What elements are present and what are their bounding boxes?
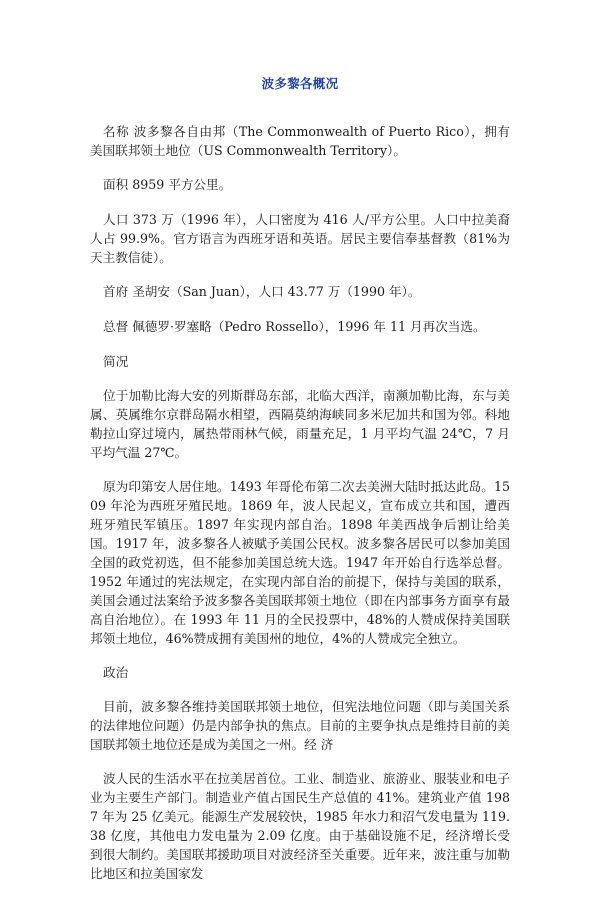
paragraph-politics: 目前，波多黎各维持美国联邦领土地位，但宪法地位问题（即与美国关系的法律地位问题）仍是内部争执的焦点。目前的主要争执点是维持目前的美国联邦领土地位还是成为美国之一州。经 济	[90, 699, 510, 752]
paragraph-capital: 首府 圣胡安（San Juan），人口 43.77 万（1990 年）。	[103, 284, 421, 299]
paragraph-economy: 波人民的生活水平在拉美居首位。工业、制造业、旅游业、服装业和电子业为主要生产部门。制造业产值占国民生产总值的 41%。建筑业产值 1987 年为 25 亿美元。能源生产发展较快，1985 年水力和沼气发电量为 119.38 亿度，其他电力发电量为 2.09 亿度。由于基础设施不足，经济增长受到很大制约。美国联邦援助项目对波经济至关重要。近年来，波注重与加勒比地区和拉美国家发	[90, 771, 510, 881]
paragraph-history: 原为印第安人居住地。1493 年哥伦布第二次去美洲大陆时抵达此岛。1509 年沦为西班牙殖民地。1869 年，波人民起义，宣布成立共和国，遭西班牙殖民军镇压。1897 年实现内部自治。1898 年美西战争后割让给美国。1917 年，波多黎各人被赋予美国公民权。波多黎各居民可以参加美国全国的政党初选，但不能参加美国总统大选。1947 年开始自行选举总督。1952 年通过的宪法规定，在实现内部自治的前提下，保持与美国的联系，美国会通过法案给予波多黎各美国联邦领土地位（即在内部事务方面享有最高自治地位）。在 1993 年 11 月的全民投票中，48%的人赞成保持美国联邦领土地位，46%赞成拥有美国州的地位，4%的人赞成完全独立。	[90, 479, 510, 646]
section-heading-overview: 简况	[103, 354, 129, 369]
paragraph-area: 面积 8959 平方公里。	[103, 177, 232, 192]
document-title: 波多黎各概况	[261, 76, 339, 91]
paragraph-governor: 总督 佩德罗·罗塞略（Pedro Rossello），1996 年 11 月再次当选。	[103, 319, 486, 334]
document-page	[90, 74, 510, 898]
paragraph-geography: 位于加勒比海大安的列斯群岛东部，北临大西洋，南濒加勒比海，东与美属、英属维尔京群岛隔水相望，西隔莫纳海峡同多米尼加共和国为邻。科地勒拉山穿过境内，属热带雨林气候，雨量充足，1 月平均气温 24℃，7 月平均气温 27℃。	[90, 388, 510, 460]
paragraph-name: 名称 波多黎各自由邦（The Commonwealth of Puerto Rico），拥有美国联邦领土地位（US Commonwealth Territory）。	[90, 124, 510, 158]
section-heading-politics: 政治	[103, 665, 129, 680]
paragraph-population: 人口 373 万（1996 年），人口密度为 416 人/平方公里。人口中拉美裔人占 99.9%。官方语言为西班牙语和英语。居民主要信奉基督教（81%为天主教信徒）。	[90, 212, 510, 265]
